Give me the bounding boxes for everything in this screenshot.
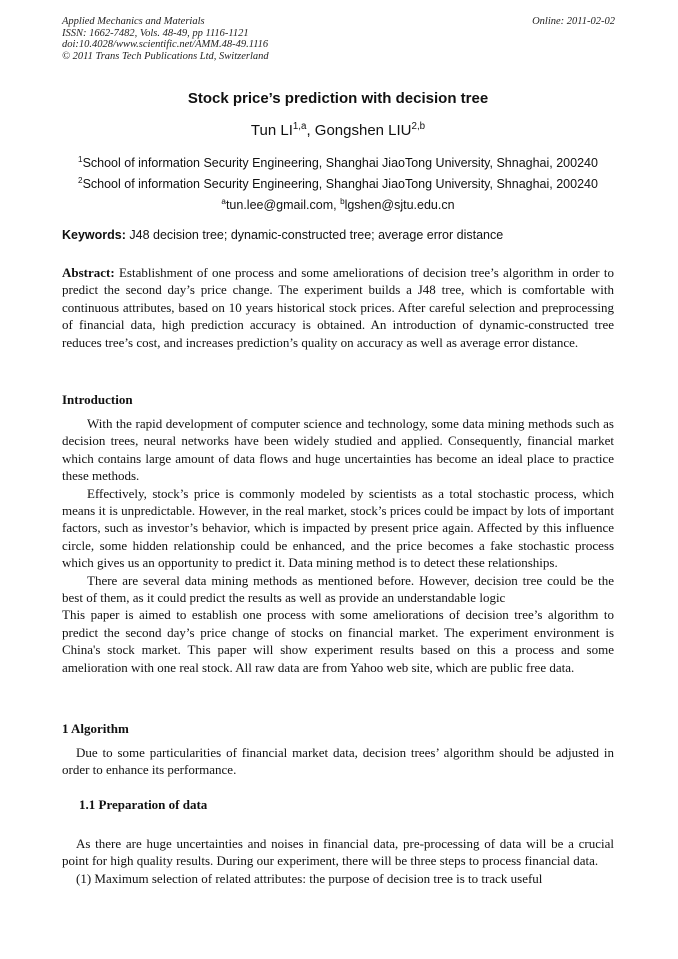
paragraph: As there are huge uncertainties and noises in financial data, pre-processing of data will be a crucial point for high quality results. During our experiment, there will be three steps to process financial data. [62, 836, 614, 869]
emails [62, 193, 614, 214]
author-1: Tun LI [250, 122, 293, 139]
author-sep: , [306, 122, 315, 139]
paper-title: Stock price’s prediction with decision tree [187, 90, 489, 107]
subsection-heading: 1.1 Preparation of data [79, 797, 208, 812]
aff-text: School of information Security Engineering, Shanghai JiaoTong University, Shnaghai, 200240 [82, 177, 598, 192]
author-1-sup: 1,a [292, 121, 307, 132]
abstract-text: Establishment of one process and some ameliorations of decision tree’s algorithm in order to predict the second day’s price change. The experiment builds a J48 tree, which is comfortable with continuous attributes, based on 10 years historical stock prices. After careful selection and preprocessing of financial data, high prediction accuracy is obtained. An introduction of dynamic-constructed tree reduces tree’s cost, and increases prediction’s quality on accuracy as well as average error distance. [62, 265, 614, 350]
paragraph: There are several data mining methods as mentioned before. However, decision tree could be the best of them, as it could predict the results as well as provide an understandable logic [62, 572, 614, 606]
author-2-sup: 2,b [411, 121, 426, 132]
email-a[interactable]: tun.lee@gmail.com, [225, 198, 341, 213]
paragraph: Due to some particularities of financial market data, decision trees’ algorithm should be adjusted in order to enhance its performance. [62, 745, 614, 778]
section-heading: 1 Algorithm [62, 721, 129, 736]
affiliation-2 [62, 172, 614, 193]
copyright: © 2011 Trans Tech Publications Ltd, Switzerland [62, 50, 269, 62]
paragraph: This paper is aimed to establish one process with some ameliorations of decision tree’s algorithm to predict the second day’s price change of stocks on financial market. The experiment environment is China's stock market. This paper will show experiment results based on this a process and some amelioration with one real stock. All raw data are from Yahoo web site, which are public free data. [62, 607, 614, 675]
keywords-label: Keywords: [62, 228, 126, 242]
aff-sup: 2 [78, 176, 83, 186]
preparation-section [62, 797, 614, 887]
list-item: (1) Maximum selection of related attributes: the purpose of decision tree is to track useful [76, 870, 543, 886]
author-2: Gongshen LIU [314, 122, 412, 139]
affiliations [62, 151, 614, 214]
abstract [62, 264, 614, 351]
keywords-text: J48 decision tree; dynamic-constructed tree; average error distance [125, 228, 504, 242]
abstract-label: Abstract: [62, 265, 115, 280]
issn: ISSN: 1662-7482, Vols. 48-49, pp 1116-1121 [62, 27, 249, 39]
online-date: Online: 2011-02-02 [532, 16, 615, 27]
email-sup: a [221, 197, 226, 207]
algorithm-section [62, 721, 614, 779]
section-heading: Introduction [62, 392, 133, 407]
paragraph: Effectively, stock’s price is commonly modeled by scientists as a total stochastic process, which means it is unpredictable. However, in the real market, stock’s prices could be impact by lots of important factors, such as investor’s behavior, which is impacted by present price again. Affected by this influence circle, some hidden relationship could be enhanced, and the price becomes a fake stochastic process which gives us an opportunity to predict it. Data mining method is to detect these relationships. [62, 485, 614, 571]
introduction-section [62, 392, 614, 676]
email-b[interactable]: lgshen@sjtu.edu.cn [344, 198, 455, 213]
aff-text: School of information Security Engineering, Shanghai JiaoTong University, Shnaghai, 200240 [82, 156, 598, 171]
doi: doi:10.4028/www.scientific.net/AMM.48-49.1116 [62, 39, 269, 50]
keywords [62, 228, 614, 242]
journal-header [62, 16, 269, 62]
journal-name: Applied Mechanics and Materials [62, 16, 205, 27]
affiliation-1 [62, 151, 614, 172]
email-sup: b [340, 197, 345, 207]
authors [62, 121, 614, 139]
paragraph: With the rapid development of computer science and technology, some data mining methods such as decision trees, neural networks have been widely studied and applied. Consequently, financial market which contains large amount of data flows and huge uncertainties has become an ideal place to practice these methods. [62, 416, 614, 484]
aff-sup: 1 [78, 155, 83, 164]
